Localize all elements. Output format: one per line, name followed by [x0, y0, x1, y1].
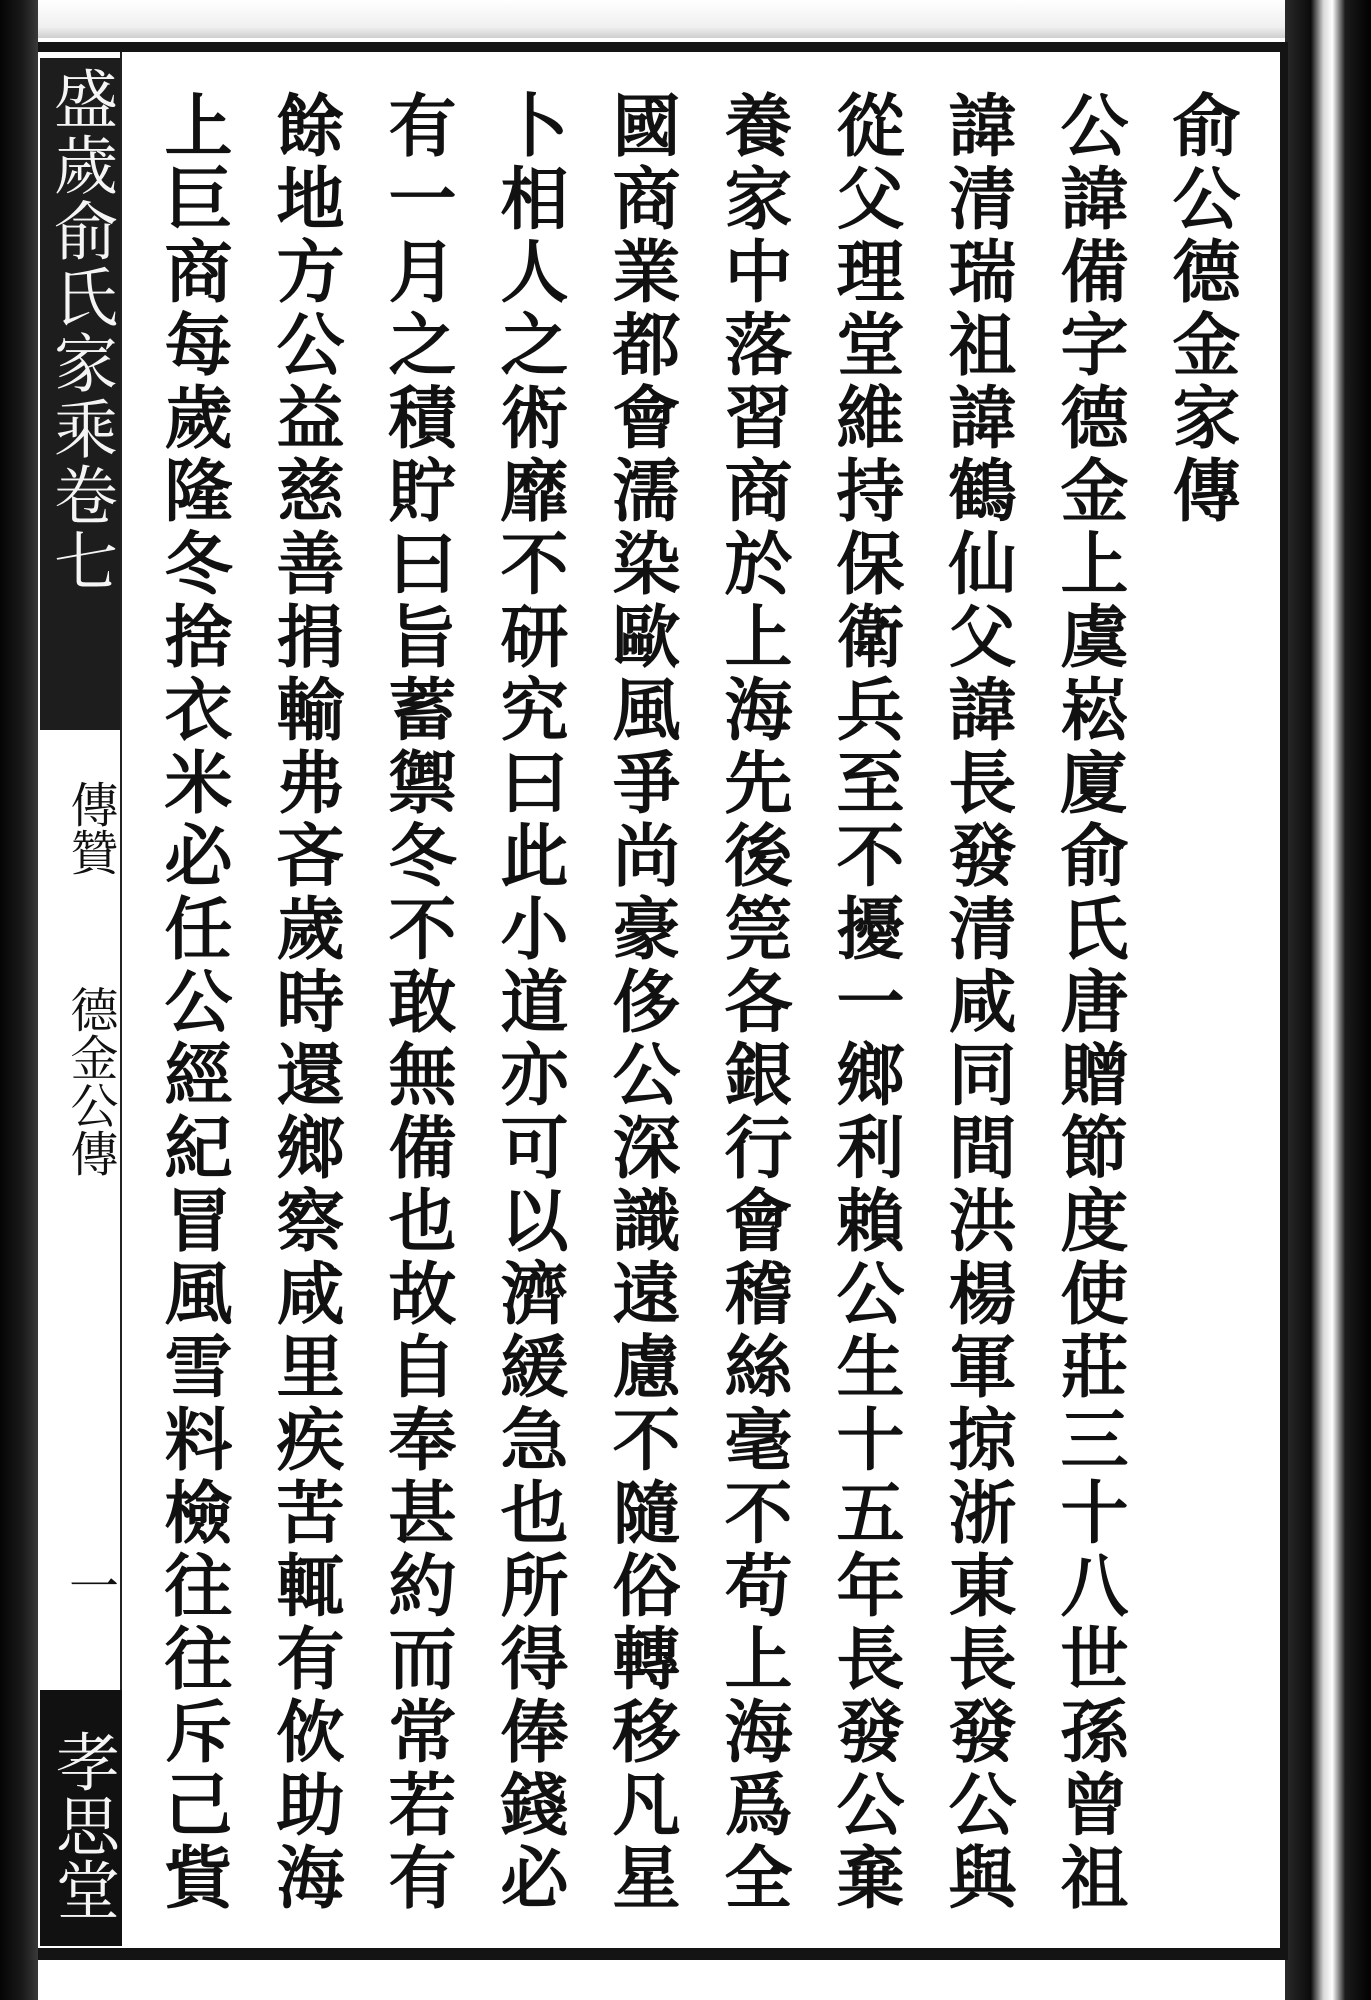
- volume-label: 卷七: [43, 462, 117, 594]
- main-text-area: [140, 90, 1270, 1915]
- bottom-border-rule: [38, 1948, 1288, 1960]
- book-title: 盛歲俞氏家乘: [43, 66, 117, 462]
- text-column: 餘地方公益慈善捐輸弗吝歲時還鄉察咸里疾苦輒有佽助海: [265, 90, 345, 1915]
- text-column: 諱清瑞祖諱鶴仙父諱長發清咸同間洪楊軍掠浙東長發公與: [937, 90, 1017, 1915]
- text-column: 養家中落習商於上海先後筦各銀行會稽絲毫不苟上海爲全: [713, 90, 793, 1915]
- book-title-block: [40, 58, 120, 730]
- section-label: 傳贊: [62, 780, 118, 876]
- margin-divider-rule: [120, 52, 122, 1862]
- hall-name-block: [40, 1690, 122, 1946]
- text-column: 卜相人之術靡不研究曰此小道亦可以濟緩急也所得俸錢必: [489, 90, 569, 1915]
- text-column: 國商業都會濡染歐風爭尚豪侈公深識遠慮不隨俗轉移凡星: [601, 90, 681, 1915]
- text-column: 上巨商每歲隆冬捨衣米必任公經紀冒風雪料檢往往斥己貲: [153, 90, 233, 1915]
- page-right-edge: [1285, 0, 1371, 2000]
- right-border-rule: [1280, 42, 1288, 1960]
- text-column: 公諱備字德金上虞崧廈俞氏唐贈節度使莊三十八世孫曾祖: [1049, 90, 1129, 1915]
- document-title: 俞公德金家傳: [1161, 90, 1241, 528]
- page-number: 一: [61, 1560, 119, 1610]
- hall-name: 孝思堂: [45, 1729, 119, 1921]
- page-top-edge: [38, 0, 1288, 38]
- text-column: 從父理堂維持保衛兵至不擾一鄉利賴公生十五年長發公棄: [825, 90, 905, 1915]
- spine-shadow: [0, 0, 38, 2000]
- top-border-rule: [38, 42, 1288, 52]
- text-column: 有一月之積貯曰旨蓄禦冬不敢無備也故自奉甚約而常若有: [377, 90, 457, 1915]
- subject-label: 德金公傳: [62, 985, 118, 1177]
